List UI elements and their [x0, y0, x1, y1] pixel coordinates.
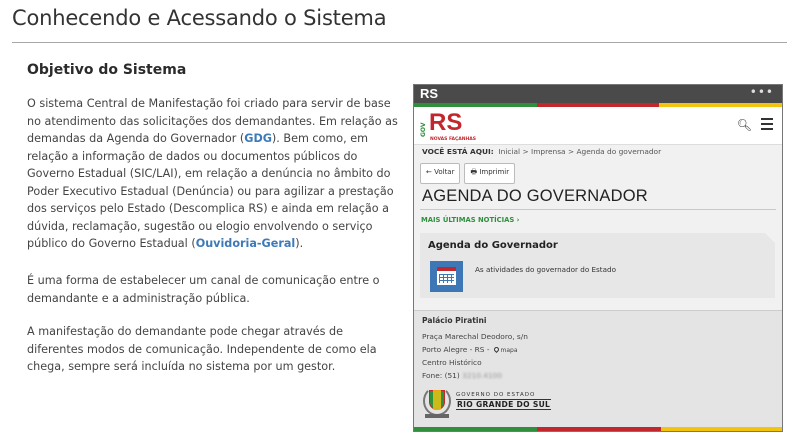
paragraph-text: O sistema Central de Manifestação foi criado para servir de base no atendimento das solicitações dos demandantes. Em relação as demandas da Agenda do Governador (	[27, 97, 398, 145]
logo-rs-text: RS	[429, 109, 463, 136]
print-button: 🖶 Imprimir	[464, 163, 515, 184]
mobile-site-screenshot	[413, 84, 783, 432]
back-button: ← Voltar	[420, 163, 460, 184]
heading-divider	[420, 209, 776, 210]
breadcrumb-item: Agenda do governador	[576, 147, 662, 156]
phone-line	[422, 371, 502, 380]
district-line: Centro Histórico	[422, 358, 482, 367]
agenda-card	[420, 233, 775, 298]
card-title: Agenda do Governador	[428, 240, 558, 251]
phone-label: Fone: (51)	[422, 371, 460, 380]
gov-line-1: GOVERNO DO ESTADO	[456, 392, 536, 398]
logo-tagline: NOVAS FAÇANHAS	[430, 137, 477, 142]
breadcrumb-item: Imprensa	[531, 147, 566, 156]
city-line	[422, 345, 518, 354]
phone-number: 3210.4100	[462, 371, 503, 380]
map-pin-icon	[492, 346, 499, 353]
gdg-link[interactable]: GDG	[244, 132, 272, 145]
paragraph-channel: É uma forma de estabelecer um canal de comunicação entre o demandante e a administração pública.	[27, 274, 380, 305]
more-news-link: MAIS ÚLTIMAS NOTÍCIAS ›	[421, 216, 520, 224]
bottom-flag-stripe	[414, 427, 783, 431]
paragraph-objective	[27, 95, 399, 253]
more-dots-icon: •••	[749, 85, 774, 99]
breadcrumb-item: Inicial	[498, 147, 521, 156]
government-seal	[422, 382, 551, 420]
paragraph-communication: A manifestação do demandante pode chegar através de diferentes modos de comunicação. Independente de como ela chega, sempre será incluída no sistema por um gestor.	[27, 325, 377, 373]
coat-of-arms-icon	[422, 382, 452, 420]
ouvidoria-geral-link[interactable]: Ouvidoria-Geral	[195, 237, 296, 250]
mobile-top-bar	[414, 85, 782, 103]
gov-rs-logo	[420, 109, 477, 142]
calendar-icon	[430, 261, 463, 292]
map-label: mapa	[500, 347, 518, 354]
logo-vertical-text: GOV	[420, 122, 427, 137]
page-title: Conhecendo e Acessando o Sistema	[12, 6, 387, 30]
breadcrumb-separator: >	[567, 147, 575, 156]
paragraph-text: ). Bem como, em relação a informação de dados ou documentos públicos do Governo Estadual (SIC/LAI), em relação a denúncia no âmbito do Poder Executivo Estadual (Denúncia) ou para agilizar a prestação dos serviços pelo Estado (Descomplica RS) e ainda em relação a dúvida, reclamação, sugestão ou elogio envolvendo o serviço público do Governo Estadual (	[27, 132, 394, 250]
footer-title: Palácio Piratini	[422, 316, 487, 325]
mobile-footer	[414, 310, 783, 432]
paragraph-text: ).	[295, 237, 304, 250]
title-divider	[12, 42, 787, 43]
card-description: As atividades do governador do Estado	[475, 265, 616, 274]
address-line: Praça Marechal Deodoro, s/n	[422, 332, 528, 341]
breadcrumb-prefix: VOCÊ ESTÁ AQUI:	[422, 147, 494, 156]
agenda-heading: AGENDA DO GOVERNADOR	[422, 187, 648, 205]
breadcrumb	[422, 147, 661, 156]
breadcrumb-separator: >	[522, 147, 529, 156]
government-name	[456, 392, 551, 410]
hamburger-menu-icon	[761, 118, 773, 133]
city-text: Porto Alegre - RS -	[422, 345, 490, 354]
gov-line-2: RIO GRANDE DO SUL	[457, 400, 551, 409]
rs-small-logo: RS	[420, 86, 439, 101]
mobile-header	[414, 107, 782, 145]
search-icon: 🔍︎	[736, 118, 752, 132]
card-fold	[765, 233, 775, 243]
action-buttons	[420, 163, 515, 184]
section-title: Objetivo do Sistema	[27, 62, 187, 78]
